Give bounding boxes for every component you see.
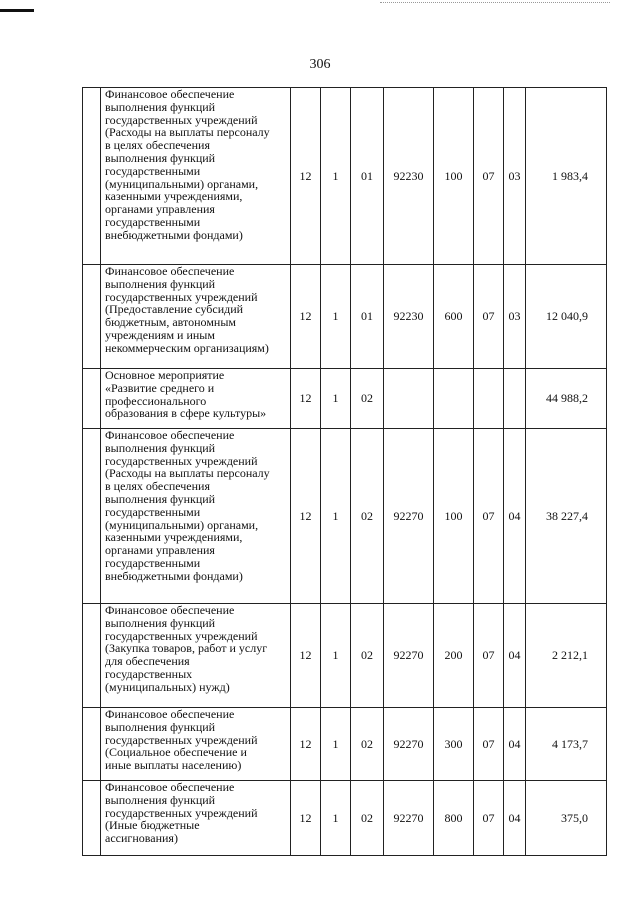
- row-blank-cell: [83, 604, 101, 708]
- row-name-line: для обеспечения: [105, 654, 190, 669]
- row-code-c1: 12: [291, 369, 321, 429]
- row-name-line: (Иные бюджетные: [105, 818, 200, 833]
- row-name-line: Финансовое обеспечение: [105, 707, 235, 721]
- row-name-line: (муниципальными) органами,: [105, 176, 259, 191]
- row-amount-cell: 44 988,2: [526, 369, 607, 429]
- row-code-c7: 04: [504, 781, 526, 856]
- row-name-line: ассигнования): [105, 831, 178, 846]
- row-code-c7: 04: [504, 604, 526, 708]
- row-name-line: государственных учреждений: [105, 628, 258, 643]
- row-code-c7: 04: [504, 708, 526, 781]
- table-row: [83, 88, 607, 265]
- table-row: [83, 369, 607, 429]
- row-code-c3: 02: [351, 429, 384, 604]
- row-code-c6: 07: [474, 708, 504, 781]
- row-code-c6: 07: [474, 265, 504, 369]
- row-code-c4: 92230: [384, 88, 434, 265]
- row-blank-cell: [83, 708, 101, 781]
- row-blank-cell: [83, 429, 101, 604]
- row-code-c4: 92270: [384, 708, 434, 781]
- row-name-line: государственных учреждений: [105, 453, 258, 468]
- row-code-c4: 92230: [384, 265, 434, 369]
- row-amount-cell: 375,0: [526, 781, 607, 856]
- row-code-c1: 12: [291, 708, 321, 781]
- row-name-line: государственными: [105, 504, 201, 519]
- row-code-c4: 92270: [384, 604, 434, 708]
- row-code-c6: [474, 369, 504, 429]
- row-code-c2: 1: [321, 781, 351, 856]
- row-code-c5: [434, 369, 474, 429]
- row-name-line: органами управления: [105, 202, 215, 217]
- row-code-c2: 1: [321, 88, 351, 265]
- row-name-cell: [101, 604, 291, 708]
- row-name-cell: [101, 88, 291, 265]
- row-blank-cell: [83, 88, 101, 265]
- row-code-c2: 1: [321, 708, 351, 781]
- binding-mark: [0, 9, 34, 12]
- row-name-line: казенными учреждениями,: [105, 530, 243, 545]
- row-name-line: иные выплаты населению): [105, 758, 242, 773]
- row-name-line: органами управления: [105, 543, 215, 558]
- row-name-line: в целях обеспечения: [105, 479, 210, 494]
- row-name-line: (Предоставление субсидий: [105, 302, 244, 317]
- row-name-line: внебюджетными фондами): [105, 568, 243, 583]
- row-code-c3: 02: [351, 604, 384, 708]
- row-name-line: (Расходы на выплаты персоналу: [105, 125, 270, 140]
- row-code-c1: 12: [291, 429, 321, 604]
- row-name-line: Финансовое обеспечение: [105, 264, 235, 278]
- row-name-line: выполнения функций: [105, 99, 216, 114]
- row-amount-cell: 4 173,7: [526, 708, 607, 781]
- row-name-line: выполнения функций: [105, 792, 216, 807]
- row-name-line: учреждениям и иным: [105, 327, 215, 342]
- row-name-line: (Социальное обеспечение и: [105, 745, 247, 760]
- row-code-c1: 12: [291, 265, 321, 369]
- row-name-line: казенными учреждениями,: [105, 189, 243, 204]
- table-row: [83, 708, 607, 781]
- row-code-c3: 02: [351, 781, 384, 856]
- row-code-c2: 1: [321, 369, 351, 429]
- row-code-c5: 800: [434, 781, 474, 856]
- row-name-line: государственных учреждений: [105, 805, 258, 820]
- table-row: [83, 604, 607, 708]
- row-name-line: Финансовое обеспечение: [105, 87, 235, 101]
- row-code-c5: 300: [434, 708, 474, 781]
- row-name-line: бюджетным, автономным: [105, 315, 236, 330]
- row-name-line: Финансовое обеспечение: [105, 428, 235, 442]
- row-code-c2: 1: [321, 604, 351, 708]
- row-name-line: выполнения функций: [105, 276, 216, 291]
- row-name-line: Финансовое обеспечение: [105, 603, 235, 617]
- row-code-c5: 200: [434, 604, 474, 708]
- row-code-c7: [504, 369, 526, 429]
- row-name-line: (Закупка товаров, работ и услуг: [105, 641, 268, 656]
- row-name-line: (Расходы на выплаты персоналу: [105, 466, 270, 481]
- row-code-c7: 03: [504, 265, 526, 369]
- row-code-c1: 12: [291, 604, 321, 708]
- row-amount-cell: 2 212,1: [526, 604, 607, 708]
- row-code-c3: 02: [351, 369, 384, 429]
- row-name-line: государственных учреждений: [105, 289, 258, 304]
- row-name-line: профессионального: [105, 393, 207, 408]
- row-name-line: (муниципальными) органами,: [105, 517, 259, 532]
- row-name-line: (муниципальных) нужд): [105, 679, 230, 694]
- row-name-line: государственными: [105, 555, 201, 570]
- row-name-line: некоммерческим организациям): [105, 340, 269, 355]
- row-name-line: внебюджетными фондами): [105, 227, 243, 242]
- row-code-c7: 04: [504, 429, 526, 604]
- row-name-cell: [101, 781, 291, 856]
- row-code-c3: 01: [351, 88, 384, 265]
- row-blank-cell: [83, 781, 101, 856]
- row-name-line: выполнения функций: [105, 150, 216, 165]
- row-name-line: Финансовое обеспечение: [105, 780, 235, 794]
- row-code-c5: 600: [434, 265, 474, 369]
- row-name-line: выполнения функций: [105, 491, 216, 506]
- row-amount-cell: 38 227,4: [526, 429, 607, 604]
- row-name-line: выполнения функций: [105, 440, 216, 455]
- row-name-line: государственных учреждений: [105, 732, 258, 747]
- row-name-cell: [101, 429, 291, 604]
- scan-artifact: [380, 2, 610, 5]
- row-name-line: государственных учреждений: [105, 112, 258, 127]
- row-blank-cell: [83, 369, 101, 429]
- row-code-c6: 07: [474, 781, 504, 856]
- row-blank-cell: [83, 265, 101, 369]
- row-name-cell: [101, 265, 291, 369]
- row-name-line: государственными: [105, 163, 201, 178]
- table-row: [83, 265, 607, 369]
- row-code-c6: 07: [474, 88, 504, 265]
- row-code-c4: [384, 369, 434, 429]
- row-code-c3: 02: [351, 708, 384, 781]
- budget-table: [82, 87, 607, 856]
- row-amount-cell: 12 040,9: [526, 265, 607, 369]
- row-code-c6: 07: [474, 604, 504, 708]
- row-code-c7: 03: [504, 88, 526, 265]
- row-name-cell: [101, 708, 291, 781]
- row-code-c6: 07: [474, 429, 504, 604]
- row-name-line: «Развитие среднего и: [105, 380, 215, 395]
- row-name-line: выполнения функций: [105, 615, 216, 630]
- row-name-line: выполнения функций: [105, 719, 216, 734]
- row-code-c4: 92270: [384, 781, 434, 856]
- row-code-c1: 12: [291, 781, 321, 856]
- row-code-c2: 1: [321, 429, 351, 604]
- row-code-c2: 1: [321, 265, 351, 369]
- row-name-cell: [101, 369, 291, 429]
- row-name-line: в целях обеспечения: [105, 138, 210, 153]
- row-code-c5: 100: [434, 88, 474, 265]
- row-code-c3: 01: [351, 265, 384, 369]
- page-number: 306: [309, 57, 331, 72]
- row-name-line: государственных: [105, 666, 193, 681]
- row-code-c4: 92270: [384, 429, 434, 604]
- table-row: [83, 781, 607, 856]
- row-code-c1: 12: [291, 88, 321, 265]
- row-name-line: государственными: [105, 214, 201, 229]
- row-name-line: образования в сфере культуры»: [105, 406, 267, 421]
- row-amount-cell: 1 983,4: [526, 88, 607, 265]
- row-code-c5: 100: [434, 429, 474, 604]
- row-name-line: Основное мероприятие: [105, 368, 225, 382]
- table-row: [83, 429, 607, 604]
